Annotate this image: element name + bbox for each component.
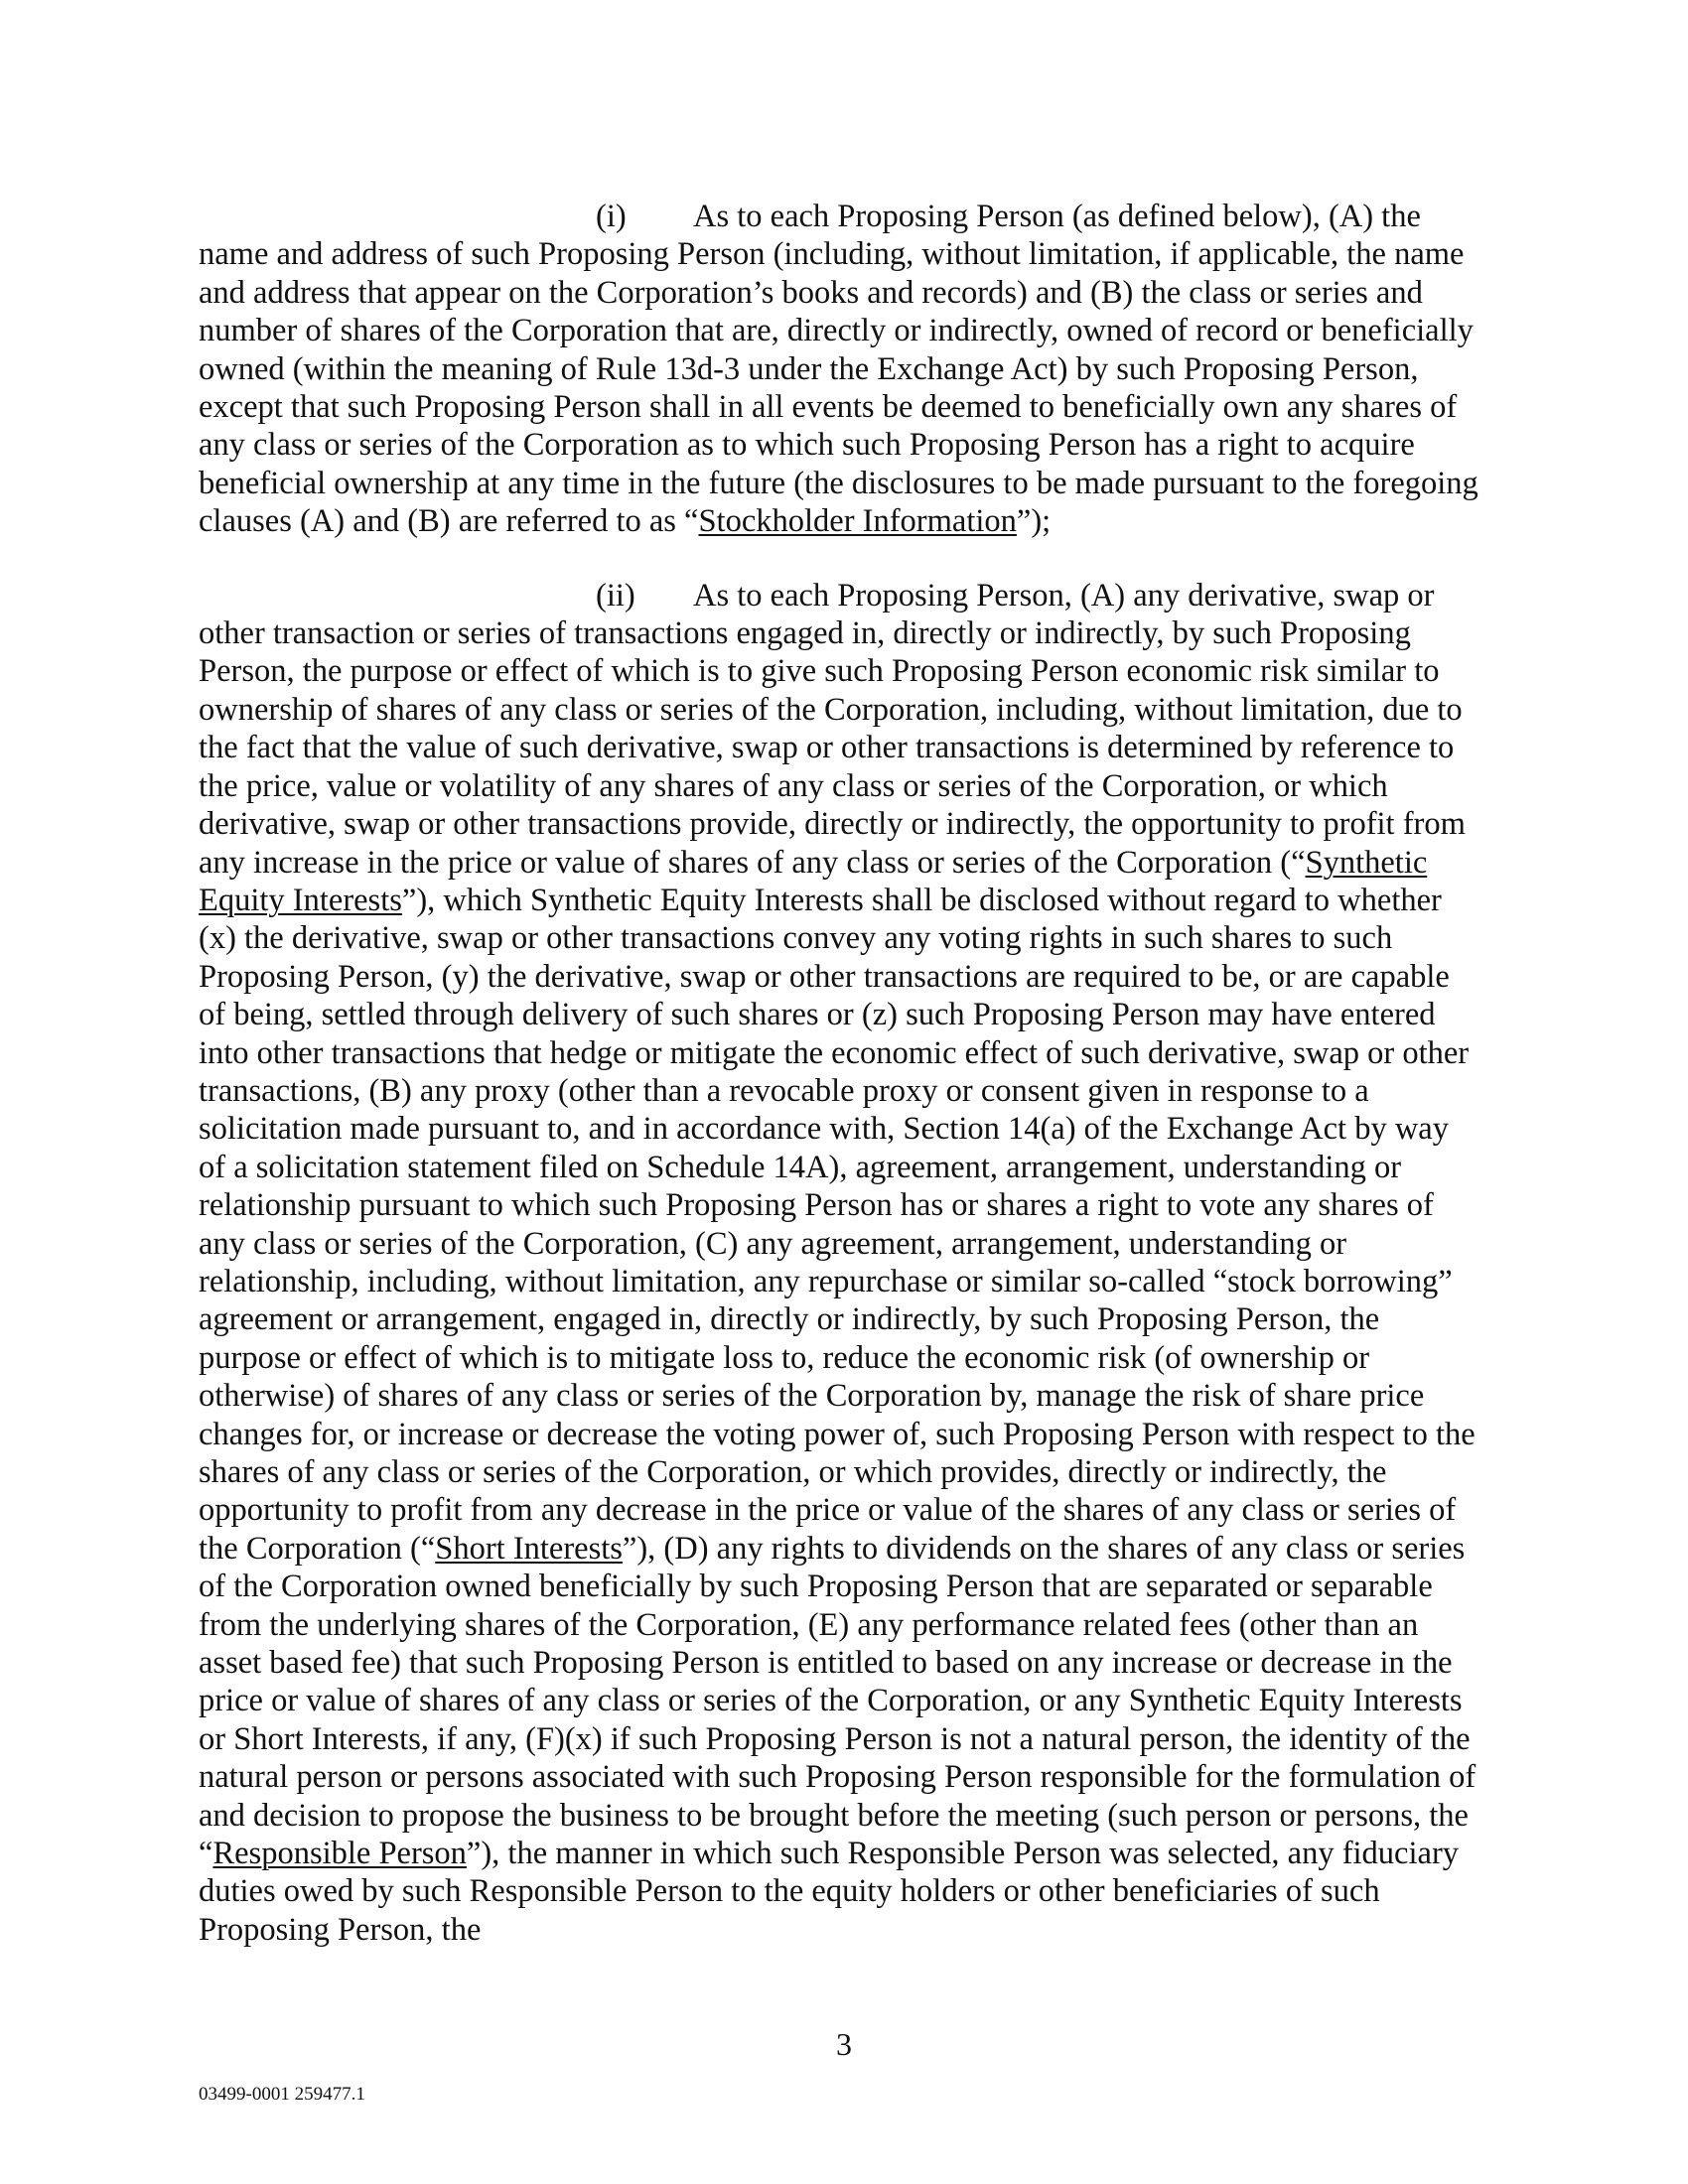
- clause-text: As to each Proposing Person, (A) any derivative, swap or other transaction or series of transactions engaged in, directly or indirectly, by such Proposing Person, the purpose or effect of which is to give such Proposing Person economic risk similar to ownership of shares of any class or series of the Corporation, including, without limitation, due to the fact that the value of such derivative, swap or other transactions is determined by reference to the price, value or volatility of any shares of any class or series of the Corporation, or which derivative, swap or other transactions provide, directly or indirectly, the opportunity to profit from any increase in the price or value of shares of any class or series of the Corporation (“: [199, 577, 1466, 881]
- clause-text: ”), which Synthetic Equity Interests shall be disclosed without regard to whether (x) the derivative, swap or other transactions convey any voting rights in such shares to such Proposing Person, (y) the derivative, swap or other transactions are required to be, or are capable of being, settled through delivery of such shares or (z) such Proposing Person may have entered into other transactions that hedge or mitigate the economic effect of such derivative, swap or other transactions, (B) any proxy (other than a revocable proxy or consent given in response to a solicitation made pursuant to, and in accordance with, Section 14(a) of the Exchange Act by way of a solicitation statement filed on Schedule 14A), agreement, arrangement, understanding or relationship pursuant to which such Proposing Person has or shares a right to vote any shares of any class or series of the Corporation, (C) any agreement, arrangement, understanding or relationship, including, without limitation, any repurchase or similar so-called “stock borrowing” agreement or arrangement, engaged in, directly or indirectly, by such Proposing Person, the purpose or effect of which is to mitigate loss to, reduce the economic risk (of ownership or otherwise) of shares of any class or series of the Corporation by, manage the risk of share price changes for, or increase or decrease the voting power of, such Proposing Person with respect to the shares of any class or series of the Corporation, or which provides, directly or indirectly, the opportunity to profit from any decrease in the price or value of the shares of any class or series of the Corporation (“: [199, 882, 1476, 1567]
- clause-number: (ii): [596, 577, 635, 614]
- defined-term-stockholder-information: Stockholder Information: [698, 503, 1017, 540]
- clause-text: As to each Proposing Person (as defined below), (A) the name and address of such Proposing Person (including, without limitation, if applicable, the name and address that appear on the Corporation’s books and records) and (B) the class or series and number of shares of the Corporation that are, directly or indirectly, owned of record or beneficially owned (within the meaning of Rule 13d-3 under the Exchange Act) by such Proposing Person, except that such Proposing Person shall in all events be deemed to beneficially own any shares of any class or series of the Corporation as to which such Proposing Person has a right to acquire beneficial ownership at any time in the future (the disclosures to be made pursuant to the foregoing clauses (A) and (B) are referred to as “: [199, 199, 1478, 540]
- clause-text: ”);: [1016, 503, 1052, 540]
- clause-text: ”), the manner in which such Responsible Person was selected, any fiduciary duties owed by such Responsible Person to the equity holders or other beneficiaries of such Proposing Person, the: [199, 1836, 1460, 1948]
- page-number: 3: [836, 2026, 852, 2062]
- clause-ii-paragraph: [199, 577, 1479, 1950]
- defined-term-short-interests: Short Interests: [435, 1530, 623, 1567]
- document-body: [199, 198, 1479, 1949]
- clause-i-paragraph: [199, 198, 1479, 541]
- defined-term-synthetic-equity-interests: Synthetic Equity Interests: [199, 844, 1428, 918]
- clause-number: (i): [596, 199, 627, 234]
- defined-term-responsible-person: Responsible Person: [212, 1836, 467, 1872]
- clause-text: ”), (D) any rights to dividends on the shares of any class or series of the Corporation owned beneficially by such Proposing Person that are separated or separable from the underlying shares of the Corporation, (E) any performance related fees (other than an asset based fee) that such Proposing Person is entitled to based on any increase or decrease in the price or value of shares of any class or series of the Corporation, or any Synthetic Equity Interests or Short Interests, if any, (F)(x) if such Proposing Person is not a natural person, the identity of the natural person or persons associated with such Proposing Person responsible for the formulation of and decision to propose the business to be brought before the meeting (such person or persons, the “: [199, 1530, 1477, 1872]
- document-id: 03499-0001 259477.1: [199, 2084, 365, 2105]
